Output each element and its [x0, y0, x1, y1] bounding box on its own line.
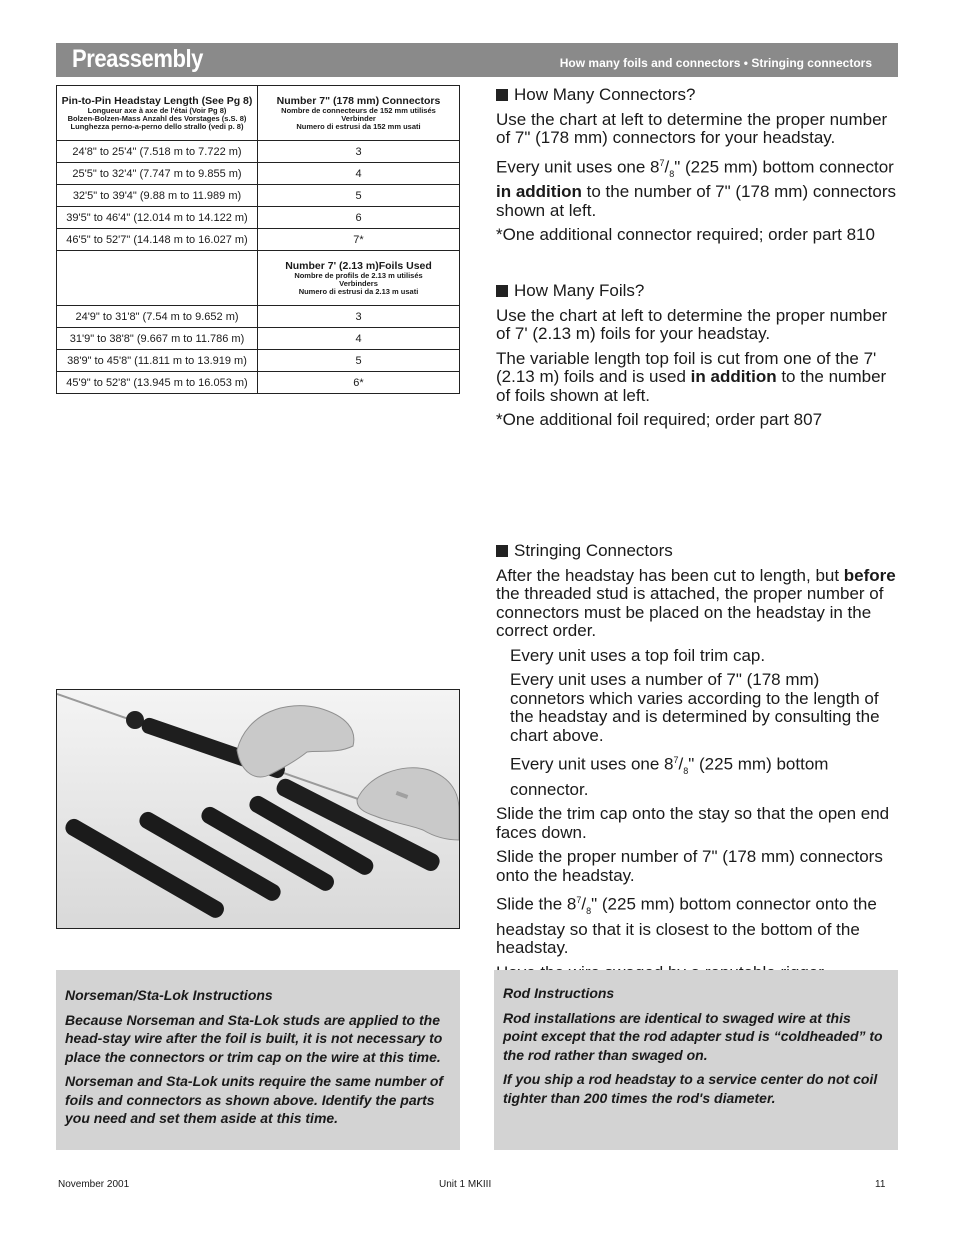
stringing-item-bottom: Every unit uses one $8^7/_8$" (225 mm) bottom connector.	[510, 754, 829, 799]
connectors-header-it: Numero di estrusi da 152 mm usati	[296, 122, 421, 131]
page-title: Preassembly	[72, 45, 203, 73]
empty-header-cell	[57, 251, 258, 306]
connectors-header-fr: Nombre de connecteurs de 152 mm utilisés	[281, 106, 436, 115]
count-cell: 5	[258, 185, 460, 207]
stringing-step-connectors: Slide the proper number of 7" (178 mm) connectors onto the headstay.	[496, 847, 883, 885]
stringing-step-bottom: Slide the $8^7/_8$" (225 mm) bottom connector onto the headstay so that it is closest to the bottom of the headstay.	[496, 894, 877, 958]
foils-header-it: Numero di estrusi da 2.13 m usati	[298, 287, 419, 296]
foils-top-paragraph: The variable length top foil is cut from one of the 7' (2.13 m) foils and is used in addition to the number of foils shown at left.	[496, 348, 887, 405]
connectors-illustration	[57, 690, 459, 928]
foils-header-de: Verbinders	[339, 279, 378, 288]
foils-section	[496, 282, 896, 436]
header-bar	[56, 43, 898, 77]
rod-instructions-box	[494, 970, 898, 1150]
connectors-paragraph: Use the chart at left to determine the proper number of 7" (178 mm) connectors for your headstay.	[496, 109, 888, 147]
connectors-header: Number 7" (178 mm) Connectors	[276, 95, 441, 107]
count-cell: 3	[258, 306, 460, 328]
connectors-header-de: Verbinder	[341, 114, 376, 123]
stringing-item-trim-cap: Every unit uses a top foil trim cap.	[510, 645, 766, 665]
square-bullet-icon	[496, 285, 508, 297]
norseman-title: Norseman/Sta-Lok Instructions	[65, 987, 273, 1003]
table-row	[57, 141, 460, 163]
square-bullet-icon	[496, 89, 508, 101]
table-row	[57, 372, 460, 394]
length-cell: 24'8" to 25'4" (7.518 m to 7.722 m)	[57, 141, 258, 163]
norseman-paragraph: Because Norseman and Sta-Lok studs are applied to the head-stay wire after the foil is built, it is not necessary to place the connectors or trim cap on the wire at this time.	[65, 1011, 443, 1065]
footer-date: November 2001	[58, 1179, 130, 1190]
stringing-item-connectors: Every unit uses a number of 7" (178 mm) connetors which varies according to the length of the headstay and is determined by consulting the chart above.	[510, 670, 880, 745]
length-header-de: Bolzen-Bolzen-Mass Anzahl des Vorstages (s.S. 8)	[67, 114, 247, 123]
length-header-it: Lunghezza perno-a-perno dello strallo (vedi p. 8)	[70, 122, 244, 131]
count-cell: 3	[258, 141, 460, 163]
norseman-paragraph: Norseman and Sta-Lok units require the same number of foils and connectors as shown above. Identify the parts you need and set them aside at this time.	[65, 1073, 444, 1126]
connectors-note: *One additional connector required; order part 810	[496, 225, 875, 245]
count-cell: 6*	[258, 372, 460, 394]
foils-header-cell	[258, 251, 460, 306]
length-cell: 45'9" to 52'8" (13.945 m to 16.053 m)	[57, 372, 258, 394]
foils-header-fr: Nombre de profils de 2.13 m utilisés	[294, 271, 423, 280]
table-row	[57, 185, 460, 207]
table-header-row	[57, 86, 460, 141]
table-row	[57, 163, 460, 185]
connectors-heading: How Many Connectors?	[496, 86, 896, 105]
table-row	[57, 350, 460, 372]
table-row	[57, 306, 460, 328]
connectors-header-cell	[258, 86, 460, 141]
stringing-heading: Stringing Connectors	[496, 542, 896, 561]
foils-paragraph: Use the chart at left to determine the proper number of 7' (2.13 m) foils for your headstay.	[496, 305, 888, 343]
footer-unit: Unit 1 MKIII	[439, 1179, 492, 1190]
table-row	[57, 328, 460, 350]
count-cell: 4	[258, 163, 460, 185]
count-cell: 6	[258, 207, 460, 229]
length-cell: 31'9" to 38'8" (9.667 m to 11.786 m)	[57, 328, 258, 350]
length-header-fr: Longueur axe à axe de l'étai (Voir Pg 8)	[87, 106, 227, 115]
count-cell: 7*	[258, 229, 460, 251]
length-cell: 38'9" to 45'8" (11.811 m to 13.919 m)	[57, 350, 258, 372]
rod-paragraph: Rod installations are identical to swaged wire at this point except that the rod adapter stud is “coldheaded” to the rod rather than swaged on.	[503, 1009, 883, 1063]
foils-header: Number 7' (2.13 m)Foils Used	[285, 260, 432, 272]
square-bullet-icon	[496, 545, 508, 557]
length-cell: 39'5" to 46'4" (12.014 m to 14.122 m)	[57, 207, 258, 229]
stringing-step-trim-cap: Slide the trim cap onto the stay so that the open end faces down.	[496, 804, 890, 842]
count-cell: 4	[258, 328, 460, 350]
table-row	[57, 229, 460, 251]
rod-paragraph: If you ship a rod headstay to a service center do not coil tighter than 200 times the rod's diameter.	[503, 1071, 878, 1106]
length-cell: 32'5" to 39'4" (9.88 m to 11.989 m)	[57, 185, 258, 207]
length-header-cell	[57, 86, 258, 141]
stringing-section	[496, 542, 896, 988]
norseman-instructions-box	[56, 970, 460, 1150]
rod-title: Rod Instructions	[503, 985, 615, 1001]
page-number: 11	[875, 1179, 886, 1190]
sizing-chart	[56, 85, 460, 394]
foils-note: *One additional foil required; order part 807	[496, 410, 823, 429]
table-row	[57, 207, 460, 229]
length-header: Pin-to-Pin Headstay Length (See Pg 8)	[61, 95, 253, 107]
connectors-bottom-paragraph: Every unit uses one $8^7/_8$" (225 mm) bottom connector in addition to the number of 7" (178 mm) connectors shown at left.	[496, 157, 897, 220]
length-cell: 46'5" to 52'7" (14.148 m to 16.027 m)	[57, 229, 258, 251]
page-subtitle: How many foils and connectors • Stringing connectors	[559, 56, 872, 70]
connectors-section	[496, 86, 896, 251]
count-cell: 5	[258, 350, 460, 372]
connectors-photo	[56, 689, 460, 929]
length-cell: 25'5" to 32'4" (7.747 m to 9.855 m)	[57, 163, 258, 185]
table-header-row	[57, 251, 460, 306]
foils-heading: How Many Foils?	[496, 282, 896, 301]
stringing-intro: After the headstay has been cut to length, but before the threaded stud is attached, the proper number of connectors must be placed on the headstay in the correct order.	[496, 565, 896, 640]
length-cell: 24'9" to 31'8" (7.54 m to 9.652 m)	[57, 306, 258, 328]
